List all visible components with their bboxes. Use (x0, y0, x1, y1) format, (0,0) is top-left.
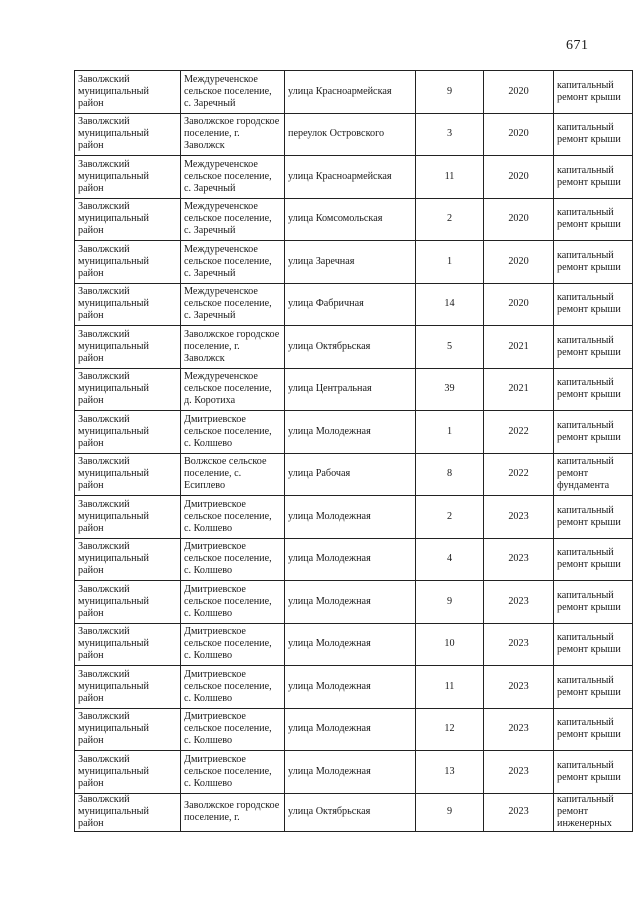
table-row (75, 241, 633, 284)
table-row (75, 156, 633, 199)
table-row (75, 113, 633, 156)
work-type-cell: капитальный ремонт крыши (554, 666, 633, 709)
table-row (75, 666, 633, 709)
table-row (75, 198, 633, 241)
house-number-cell: 39 (416, 368, 484, 411)
settlement-cell: Заволжское городское поселение, г. (181, 793, 285, 831)
settlement-cell: Междуреченское сельское поселение, с. Заречный (181, 283, 285, 326)
house-number-cell: 9 (416, 71, 484, 114)
settlement-cell: Заволжское городское поселение, г. Заволжск (181, 326, 285, 369)
table-row (75, 496, 633, 539)
settlement-cell: Междуреченское сельское поселение, с. Заречный (181, 198, 285, 241)
house-number-cell: 2 (416, 496, 484, 539)
house-number-cell: 11 (416, 156, 484, 199)
year-cell: 2022 (484, 411, 554, 454)
work-type-cell: капитальный ремонт крыши (554, 751, 633, 794)
table-body (75, 71, 633, 832)
work-type-cell: капитальный ремонт крыши (554, 326, 633, 369)
district-cell: Заволжский муниципальный район (75, 283, 181, 326)
year-cell: 2020 (484, 283, 554, 326)
year-cell: 2023 (484, 496, 554, 539)
table-row (75, 368, 633, 411)
house-number-cell: 9 (416, 793, 484, 831)
year-cell: 2020 (484, 241, 554, 284)
district-cell: Заволжский муниципальный район (75, 623, 181, 666)
year-cell: 2020 (484, 198, 554, 241)
district-cell: Заволжский муниципальный район (75, 198, 181, 241)
house-number-cell: 5 (416, 326, 484, 369)
district-cell: Заволжский муниципальный район (75, 241, 181, 284)
year-cell: 2023 (484, 623, 554, 666)
district-cell: Заволжский муниципальный район (75, 156, 181, 199)
settlement-cell: Междуреченское сельское поселение, с. Заречный (181, 71, 285, 114)
district-cell: Заволжский муниципальный район (75, 666, 181, 709)
district-cell: Заволжский муниципальный район (75, 538, 181, 581)
work-type-cell: капитальный ремонт крыши (554, 241, 633, 284)
district-cell: Заволжский муниципальный район (75, 708, 181, 751)
year-cell: 2023 (484, 751, 554, 794)
work-type-cell: капитальный ремонт крыши (554, 538, 633, 581)
settlement-cell: Заволжское городское поселение, г. Заволжск (181, 113, 285, 156)
table-row (75, 751, 633, 794)
table-row (75, 326, 633, 369)
house-number-cell: 14 (416, 283, 484, 326)
year-cell: 2023 (484, 708, 554, 751)
street-cell: улица Фабричная (285, 283, 416, 326)
settlement-cell: Дмитриевское сельское поселение, с. Колшево (181, 538, 285, 581)
work-type-cell: капитальный ремонт фундамента (554, 453, 633, 496)
house-number-cell: 9 (416, 581, 484, 624)
street-cell: улица Заречная (285, 241, 416, 284)
street-cell: улица Молодежная (285, 708, 416, 751)
house-number-cell: 3 (416, 113, 484, 156)
work-type-cell: капитальный ремонт крыши (554, 113, 633, 156)
page-number: 671 (566, 38, 589, 53)
work-type-cell: капитальный ремонт крыши (554, 156, 633, 199)
work-type-cell: капитальный ремонт крыши (554, 496, 633, 539)
table-row (75, 71, 633, 114)
work-type-cell: капитальный ремонт крыши (554, 708, 633, 751)
table-row (75, 411, 633, 454)
district-cell: Заволжский муниципальный район (75, 113, 181, 156)
settlement-cell: Дмитриевское сельское поселение, с. Колшево (181, 751, 285, 794)
year-cell: 2020 (484, 156, 554, 199)
district-cell: Заволжский муниципальный район (75, 71, 181, 114)
work-type-cell: капитальный ремонт крыши (554, 283, 633, 326)
year-cell: 2020 (484, 113, 554, 156)
year-cell: 2023 (484, 538, 554, 581)
house-number-cell: 4 (416, 538, 484, 581)
district-cell: Заволжский муниципальный район (75, 411, 181, 454)
street-cell: улица Центральная (285, 368, 416, 411)
house-number-cell: 11 (416, 666, 484, 709)
table-row (75, 708, 633, 751)
district-cell: Заволжский муниципальный район (75, 793, 181, 831)
street-cell: улица Молодежная (285, 411, 416, 454)
street-cell: улица Молодежная (285, 623, 416, 666)
year-cell: 2021 (484, 326, 554, 369)
street-cell: улица Рабочая (285, 453, 416, 496)
settlement-cell: Междуреченское сельское поселение, д. Коротиха (181, 368, 285, 411)
year-cell: 2023 (484, 793, 554, 831)
street-cell: улица Красноармейская (285, 156, 416, 199)
table-row (75, 793, 633, 831)
street-cell: улица Красноармейская (285, 71, 416, 114)
settlement-cell: Дмитриевское сельское поселение, с. Колшево (181, 411, 285, 454)
year-cell: 2023 (484, 666, 554, 709)
district-cell: Заволжский муниципальный район (75, 581, 181, 624)
settlement-cell: Волжское сельское поселение, с. Есиплево (181, 453, 285, 496)
work-type-cell: капитальный ремонт крыши (554, 411, 633, 454)
district-cell: Заволжский муниципальный район (75, 496, 181, 539)
table-row (75, 453, 633, 496)
street-cell: улица Молодежная (285, 581, 416, 624)
housing-repair-table (74, 70, 633, 832)
work-type-cell: капитальный ремонт крыши (554, 581, 633, 624)
house-number-cell: 1 (416, 411, 484, 454)
year-cell: 2021 (484, 368, 554, 411)
house-number-cell: 2 (416, 198, 484, 241)
settlement-cell: Дмитриевское сельское поселение, с. Колшево (181, 496, 285, 539)
table-row (75, 538, 633, 581)
street-cell: улица Молодежная (285, 538, 416, 581)
district-cell: Заволжский муниципальный район (75, 368, 181, 411)
district-cell: Заволжский муниципальный район (75, 326, 181, 369)
work-type-cell: капитальный ремонт крыши (554, 71, 633, 114)
table-row (75, 623, 633, 666)
work-type-cell: капитальный ремонт крыши (554, 198, 633, 241)
house-number-cell: 12 (416, 708, 484, 751)
street-cell: улица Молодежная (285, 666, 416, 709)
street-cell: улица Октябрьская (285, 326, 416, 369)
house-number-cell: 8 (416, 453, 484, 496)
work-type-cell: капитальный ремонт крыши (554, 623, 633, 666)
street-cell: улица Молодежная (285, 496, 416, 539)
settlement-cell: Дмитриевское сельское поселение, с. Колшево (181, 581, 285, 624)
district-cell: Заволжский муниципальный район (75, 453, 181, 496)
street-cell: переулок Островского (285, 113, 416, 156)
street-cell: улица Комсомольская (285, 198, 416, 241)
street-cell: улица Молодежная (285, 751, 416, 794)
table-row (75, 581, 633, 624)
street-cell: улица Октябрьская (285, 793, 416, 831)
house-number-cell: 13 (416, 751, 484, 794)
house-number-cell: 1 (416, 241, 484, 284)
year-cell: 2023 (484, 581, 554, 624)
year-cell: 2020 (484, 71, 554, 114)
district-cell: Заволжский муниципальный район (75, 751, 181, 794)
settlement-cell: Дмитриевское сельское поселение, с. Колшево (181, 666, 285, 709)
settlement-cell: Междуреченское сельское поселение, с. Заречный (181, 241, 285, 284)
year-cell: 2022 (484, 453, 554, 496)
settlement-cell: Междуреченское сельское поселение, с. Заречный (181, 156, 285, 199)
work-type-cell: капитальный ремонт крыши (554, 368, 633, 411)
house-number-cell: 10 (416, 623, 484, 666)
settlement-cell: Дмитриевское сельское поселение, с. Колшево (181, 623, 285, 666)
table-row (75, 283, 633, 326)
settlement-cell: Дмитриевское сельское поселение, с. Колшево (181, 708, 285, 751)
work-type-cell: капитальный ремонт инженерных (554, 793, 633, 831)
